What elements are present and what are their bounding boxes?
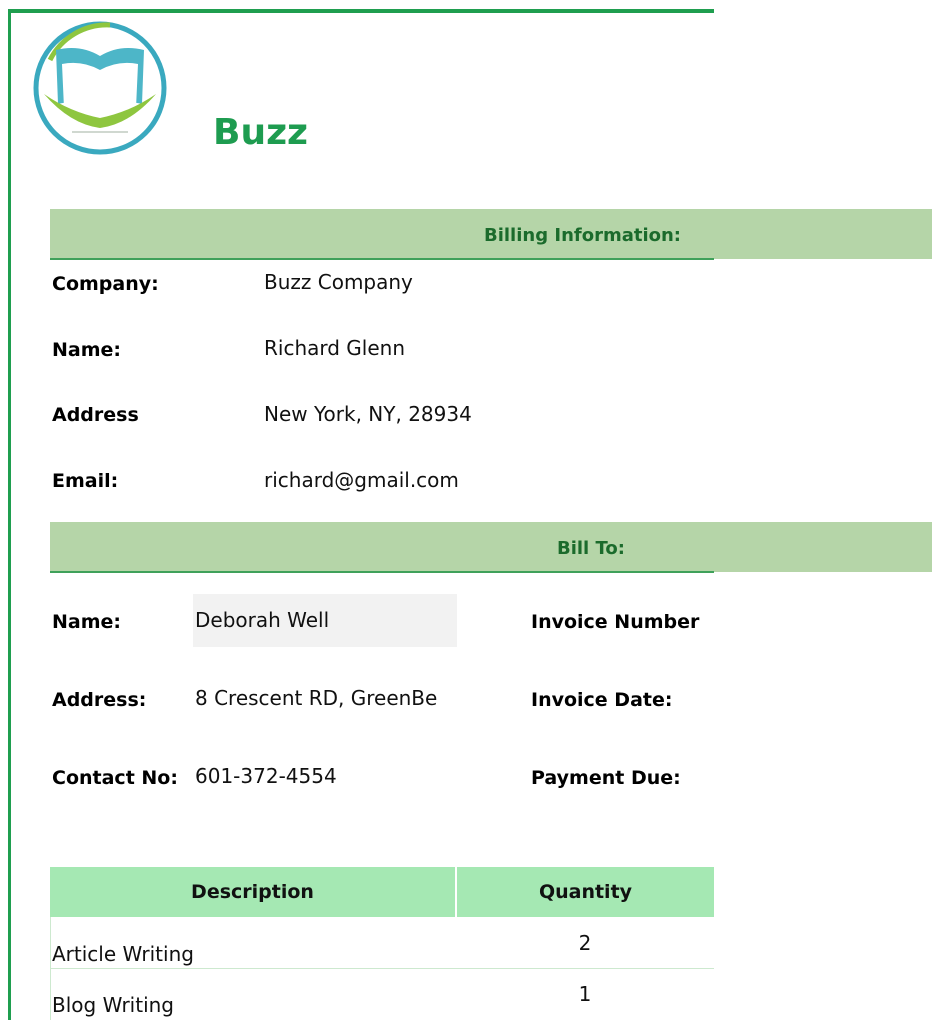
company-label: Company: [52,273,159,295]
contact-value: 601-372-4554 [195,764,337,788]
divider [50,258,714,260]
contact-label: Contact No: [52,767,178,789]
table-row-quantity: 2 [578,931,592,955]
bill-to-header [50,522,932,572]
bill-to-name-value: Deborah Well [195,608,330,632]
table-row-description: Article Writing [52,942,194,966]
bill-to-address-label: Address: [52,689,147,711]
name-label: Name: [52,339,122,361]
email-value: richard@gmail.com [264,468,459,492]
bill-to-name-label: Name: [52,611,122,633]
border-top [8,9,714,13]
table-row-description: Blog Writing [52,993,174,1017]
book-logo-icon [30,20,170,156]
invoice-date-label: Invoice Date: [531,689,673,711]
border-left [8,9,11,1020]
email-label: Email: [52,470,119,492]
brand-name: Buzz [213,112,308,153]
column-header-description: Description [50,867,455,917]
bill-to-address-value: 8 Crescent RD, GreenBe [195,686,438,710]
column-header-quantity: Quantity [457,867,714,917]
table-row-divider [50,968,714,969]
address-value: New York, NY, 28934 [264,402,472,426]
payment-due-label: Payment Due: [531,767,681,789]
divider [50,571,714,573]
invoice-number-label: Invoice Number [531,611,700,633]
name-value: Richard Glenn [264,336,406,360]
address-label: Address [52,404,139,426]
billing-info-title: Billing Information: [484,225,682,246]
table-row-quantity: 1 [578,982,592,1006]
company-value: Buzz Company [264,270,413,294]
bill-to-title: Bill To: [557,538,625,559]
